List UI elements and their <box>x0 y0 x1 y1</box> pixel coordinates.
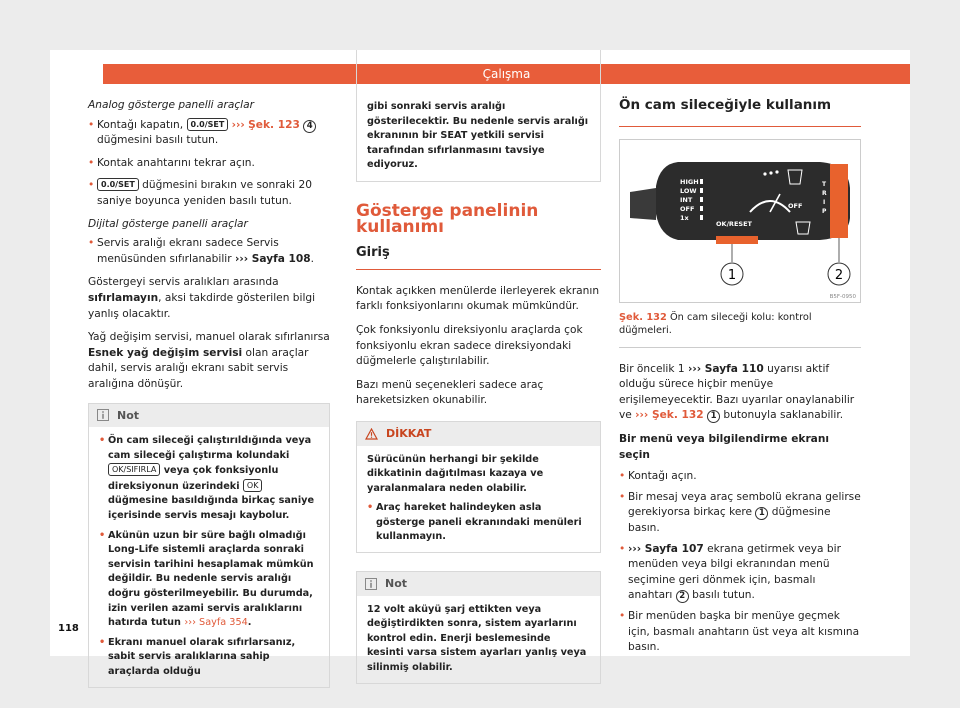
set-key: 0.0/SET <box>97 178 139 191</box>
callout-number: 1 <box>707 410 720 423</box>
info-icon <box>365 578 377 590</box>
note-header <box>357 572 600 596</box>
warning-header <box>357 422 600 446</box>
step-2: • Bir mesaj veya araç sembolü ekrana gelirse gerekiyorsa birkaç kere 1 düğmesine basın. <box>619 490 861 537</box>
note-continuation-text: gibi sonraki servis aralığı gösterilecektir. Bu nedenle servis aralığı ekranının bir SEAT yetkili servisi tarafından sıfırlanmasını tavsiye ediyoruz. <box>367 101 589 171</box>
trip-rocker-switch <box>830 164 848 238</box>
svg-text:R: R <box>822 189 827 197</box>
intro-paragraph-3: Bazı menü seçenekleri sadece araç hareketsizken okunabilir. <box>356 378 544 407</box>
svg-text:1: 1 <box>727 267 737 283</box>
note-header <box>89 404 329 428</box>
column-right <box>619 98 861 664</box>
svg-text:P: P <box>822 207 827 215</box>
figure-ref: Şek. 132 <box>619 311 667 323</box>
step-1: • Kontağı açın. <box>619 469 861 485</box>
callout-number: 1 <box>755 507 768 520</box>
warning-icon <box>365 428 378 440</box>
note-box-2 <box>356 571 601 684</box>
note-item-2: • Akünün uzun bir süre bağlı olmadığı Long-Life sistemli araçlarda sonraki servisin tarihini hesaplamak mümkün değildir. Bu nedenle servis aralığı doğru gösterilmeyebilir. Bu durumda, izin verilen azami servis aralıklarını hatırda tutun ››› Sayfa 354. <box>99 529 319 631</box>
page-number: 118 <box>58 623 79 634</box>
svg-text:I: I <box>823 198 826 206</box>
note-item-1: • Ön cam sileceği çalıştırıldığında veya cam sileceği çalıştırma kolundaki OK/SIFIRLA veya çok fonksiyonlu direksiyonun üzerindeki OK düğmesine basıldığında birkaç saniye içerisinde servis mesajı kaybolur. <box>99 434 319 524</box>
note-title: Not <box>117 408 140 422</box>
note-body <box>89 427 329 687</box>
subsection-title: Giriş <box>356 245 601 270</box>
ok-key: OK <box>243 479 263 492</box>
wiper-lever-illustration <box>620 140 860 302</box>
warning-text-2: • Araç hareket halindeyken asla gösterge paneli ekranındaki menüleri kullanmayın. <box>367 501 590 545</box>
warning-box <box>356 421 601 553</box>
ok-reset-button-highlight <box>716 236 758 244</box>
paragraph-oil-service: Yağ değişim servisi, manuel olarak sıfırlanırsa Esnek yağ değişim servisi olan araçlar dahil, servis aralığı ekranı sabit servis aralığına dönüşür. <box>88 331 330 390</box>
svg-text:2: 2 <box>834 267 844 283</box>
column-left <box>88 98 330 688</box>
warning-body <box>357 446 600 553</box>
svg-text:T: T <box>822 180 827 188</box>
warning-text-1: Sürücünün herhangi bir şekilde dikkatinin dağıtılması kazaya ve yaralanmalara neden olabilir. <box>367 453 544 494</box>
figure-ref-link[interactable]: Şek. 123 <box>248 118 300 131</box>
analog-step-1: • Kontağı kapatın, 0.0/SET ››› Şek. 123 4 düğmesini basılı tutun. <box>88 118 330 149</box>
step-4: • Bir menüden başka bir menüye geçmek için, basmalı anahtarın üst veya alt kısmına basın. <box>619 609 861 656</box>
fig-label-1x: 1x <box>680 213 689 222</box>
figure-ref-link[interactable]: ››› Şek. 132 <box>635 409 704 422</box>
fig-label-rear-off: OFF <box>788 201 803 210</box>
callout-number: 2 <box>676 590 689 603</box>
analog-step-3: • 0.0/SET düğmesini bırakın ve sonraki 20 saniye boyunca yeniden basılı tutun. <box>88 178 330 209</box>
analog-heading: Analog gösterge panelli araçlar <box>88 99 254 111</box>
ok-reset-label: OK/RESET <box>716 219 752 228</box>
lever-stem <box>630 188 656 220</box>
note-text: 12 volt aküyü şarj ettikten veya değiştirdikten sonra, sistem ayarlarını kontrol edin. Enerji beslemesinde kesinti varsa sistem ayarları yanlış veya silinmiş olabilir. <box>367 603 587 674</box>
note-title: Not <box>385 577 408 591</box>
figure-ref-arrow: ››› <box>231 118 245 131</box>
figure-code: B5F-0950 <box>829 293 856 300</box>
priority-paragraph: Bir öncelik 1 ››› Sayfa 110 uyarısı aktif olduğu sürece hiçbir menüye erişilemeyecektir. Bazı uyarılar onaylanabilir ve ››› Şek. 132 1 butonuyla saklanabilir. <box>619 362 855 422</box>
section-title: Gösterge panelinin kullanımı <box>356 200 539 237</box>
wiper-lever-figure <box>619 139 861 303</box>
select-menu-heading: Bir menü veya bilgilendirme ekranı seçin <box>619 432 829 461</box>
paragraph-reset-warning: Göstergeyi servis aralıkları arasında sıfırlamayın, aksi takdirde gösterilen bilgi yanlış olacaktır. <box>88 276 316 320</box>
digital-step-1: • Servis aralığı ekranı sadece Servis menüsünden sıfırlanabilir ››› Sayfa 108. <box>88 236 330 267</box>
fig-label-int: INT <box>680 195 693 204</box>
note-continuation <box>356 50 601 182</box>
page-ref-link[interactable]: ››› Sayfa 107 <box>628 542 704 555</box>
page-ref-link[interactable]: ››› Sayfa 110 <box>687 362 764 375</box>
callout-number: 4 <box>303 120 316 133</box>
note-body <box>357 596 600 683</box>
digital-heading: Dijital gösterge panelli araçlar <box>88 217 248 230</box>
note-item-3: • Ekranı manuel olarak sıfırlarsanız, sabit servis aralıklarına sahip araçlarda olduğu <box>99 636 319 680</box>
analog-step-2: • Kontak anahtarını tekrar açın. <box>88 156 330 172</box>
info-icon <box>97 409 109 421</box>
fig-label-high: HIGH <box>680 177 699 186</box>
figure-caption: Şek. 132 Ön cam sileceği kolu: kontrol düğmeleri. <box>619 311 861 348</box>
column-middle <box>356 98 601 684</box>
page-ref-link[interactable]: ››› Sayfa 354 <box>184 617 248 629</box>
fig-label-low: LOW <box>680 186 697 195</box>
note-box <box>88 403 330 688</box>
fig-label-off: OFF <box>680 204 695 213</box>
page-header: Çalışma <box>103 64 910 84</box>
warning-title: DİKKAT <box>386 426 432 440</box>
ok-reset-key: OK/SIFIRLA <box>108 463 160 476</box>
set-key: 0.0/SET <box>187 118 229 131</box>
intro-paragraph-1: Kontak açıkken menülerde ilerleyerek ekranın farklı fonksiyonlarını okumak mümkündür. <box>356 284 600 313</box>
intro-paragraph-2: Çok fonksiyonlu direksiyonlu araçlarda çok fonksiyonlu ekran sadece direksiyondaki düğmelerle çalıştırılabilir. <box>356 323 583 368</box>
page-ref-link[interactable]: ››› Sayfa 108 <box>234 252 311 265</box>
subsection-title: Ön cam sileceğiyle kullanım <box>619 98 861 127</box>
step-3: • ››› Sayfa 107 ekrana getirmek veya bir menüden veya bilgi ekranından menü seçimine geri dönmek için, basmalı anahtarı 2 basılı tutun. <box>619 542 861 604</box>
manual-page <box>50 50 910 677</box>
